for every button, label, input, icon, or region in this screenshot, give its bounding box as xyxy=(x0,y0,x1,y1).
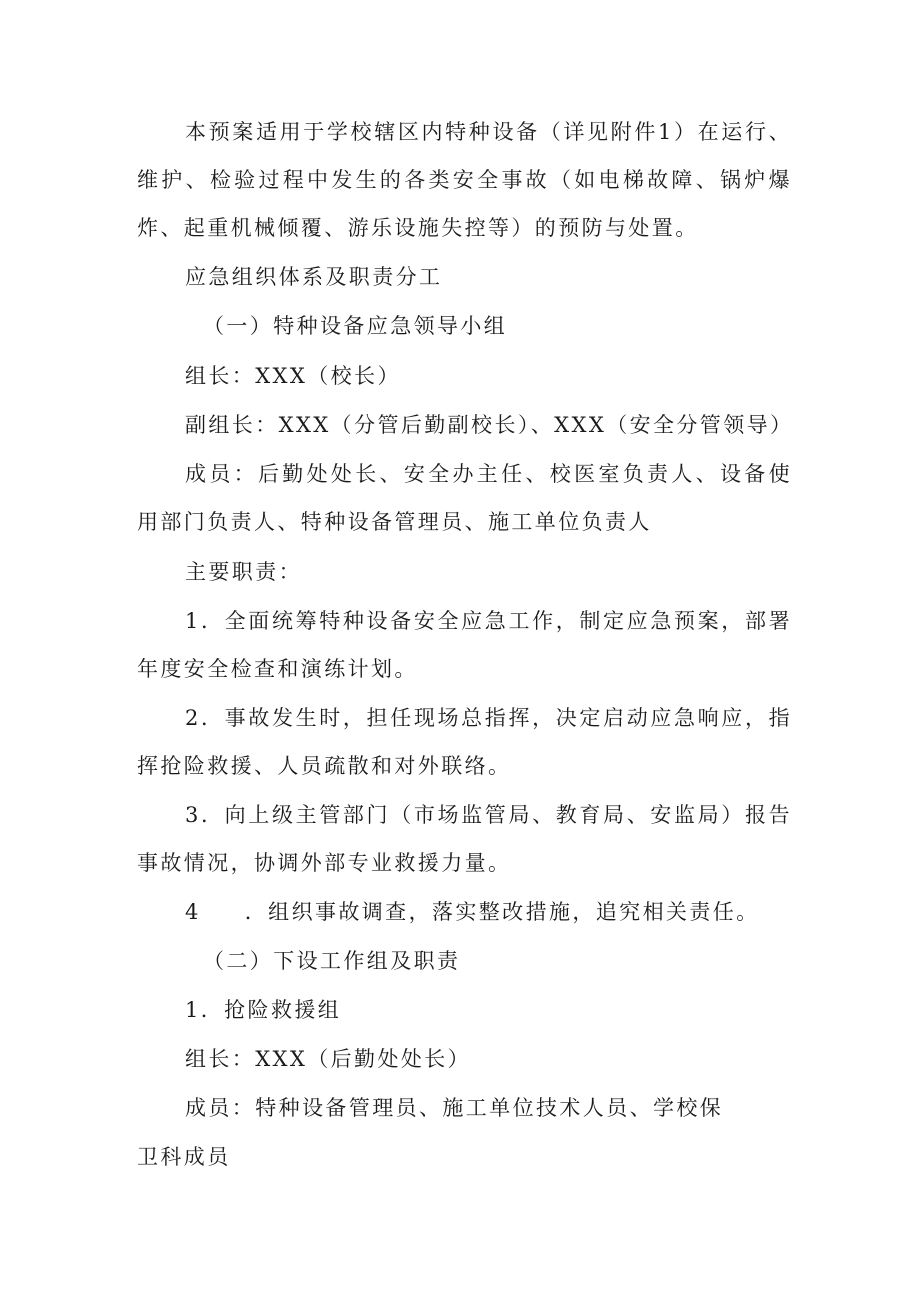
main-duties-label: 主要职责： xyxy=(185,560,302,584)
duty-item-4 xyxy=(137,888,792,936)
duty-item-3: 3．向上级主管部门（市场监管局、教育局、安监局）报告事故情况，协调外部专业救援力量。 xyxy=(137,803,792,875)
rescue-group-leader-line: 组长：XXX（后勤处处长） xyxy=(185,1047,472,1071)
duty-item-4-number: 4 xyxy=(185,900,201,924)
rescue-group-members-line: 成员：特种设备管理员、施工单位技术人员、学校保 xyxy=(185,1096,724,1120)
rescue-group-heading: 1．抢险救援组 xyxy=(185,998,342,1022)
deputy-leader-line: 副组长：XXX（分管后勤副校长）、XXX（安全分管领导） xyxy=(185,413,794,437)
leader-line: 组长：XXX（校长） xyxy=(185,364,401,388)
rescue-group-members-continuation: 卫科成员 xyxy=(137,1145,231,1169)
members-paragraph: 成员：后勤处处长、安全办主任、校医室负责人、设备使用部门负责人、特种设备管理员、施工单位负责人 xyxy=(137,462,792,534)
duty-item-2: 2．事故发生时，担任现场总指挥，决定启动应急响应，指挥抢险救援、人员疏散和对外联络。 xyxy=(137,706,792,778)
duty-item-1: 1．全面统筹特种设备安全应急工作，制定应急预案，部署年度安全检查和演练计划。 xyxy=(137,609,792,681)
scope-paragraph: 本预案适用于学校辖区内特种设备（详见附件1）在运行、维护、检验过程中发生的各类安全事故（如电梯故障、锅炉爆炸、起重机械倾覆、游乐设施失控等）的预防与处置。 xyxy=(137,120,792,240)
duty-item-4-text: ．组织事故调查，落实整改措施，追究相关责任。 xyxy=(244,900,760,924)
subsection-heading-leadership-group: （一）特种设备应急领导小组 xyxy=(203,314,508,338)
subsection-heading-working-groups: （二）下设工作组及职责 xyxy=(203,949,461,973)
section-heading-emergency-organization: 应急组织体系及职责分工 xyxy=(185,265,443,289)
